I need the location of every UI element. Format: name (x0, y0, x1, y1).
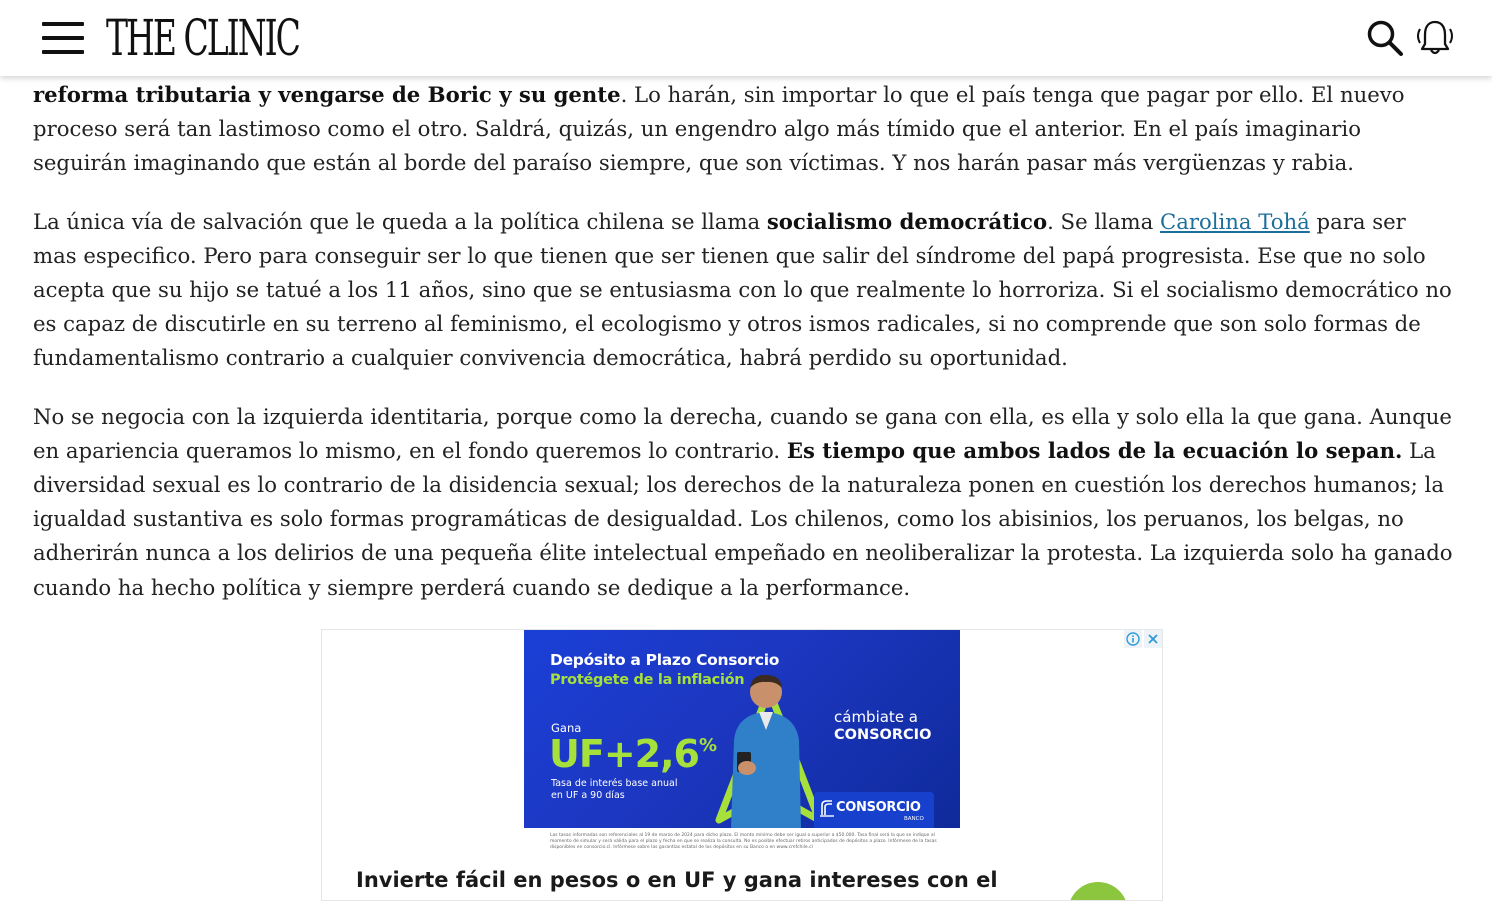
paragraph-text: . Se llama (1047, 208, 1160, 234)
close-icon[interactable] (1144, 630, 1162, 648)
menu-bar-bottom (42, 50, 84, 54)
bell-icon[interactable] (1414, 17, 1456, 59)
advertisement (321, 629, 1163, 901)
article-paragraph (33, 78, 1453, 181)
menu-bar-top (42, 22, 84, 26)
ad-brand-logo (814, 792, 934, 828)
ad-brand-sub: BANCO (904, 816, 924, 822)
ad-banner[interactable] (524, 630, 960, 828)
ad-controls (1124, 630, 1162, 648)
paragraph-text: . Lo harán, sin importar lo que el país tenga que pagar por ello. El nuevo proceso será tan lastimoso como el otro. Saldrá, quizás, un engendro algo más tímido que el anterior. En el país imaginario seguirán imaginando que están al borde del paraíso siempre, que son víctimas. Y nos harán pasar más vergüenzas y rabia. (33, 82, 1405, 176)
ad-brand-name: CONSORCIO (836, 800, 921, 815)
ad-rate-value: UF+2,6 (549, 732, 699, 776)
site-logo[interactable]: THE CLINIC (106, 9, 299, 67)
ad-rate-percent: % (698, 735, 717, 756)
ad-title: Depósito a Plazo Consorcio (550, 651, 780, 669)
carolina-toha-link[interactable]: Carolina Tohá (1159, 208, 1310, 234)
ad-cambiate-label: cámbiate a (834, 708, 919, 726)
ad-rate-description: Tasa de interés base anual en UF a 90 días (551, 778, 678, 801)
paragraph-text: La única vía de salvación que le queda a la política chilena se llama (33, 208, 767, 234)
consorcio-logo-icon (820, 799, 834, 817)
bold-text: socialismo democrático (766, 208, 1048, 234)
ad-subtitle: Protégete de la inflación (550, 672, 745, 688)
paragraph-text: para ser mas especifico. Pero para conseguir ser lo que tienen que ser tienen que salir del síndrome del papá progresista. Ese que no solo acepta que su hijo se tatué a los 11 años, sino que se entusiasma con lo que realmente lo horroriza. Si el socialismo democrático no es capaz de discutirle en su terreno al feminismo, el ecologismo y otros ismos radicales, si no comprende que son solo formas de fundamentalismo contrario a cualquier convivencia democrática, habrá perdido su oportunidad. (33, 208, 1452, 371)
ad-rate (549, 732, 716, 776)
article-body (33, 78, 1453, 629)
ad-consorcio-label: CONSORCIO (834, 727, 932, 743)
ad-fine-print: Las tasas informadas son referenciales al 19 de marzo de 2024 para dicho plazo. El monto mínimo debe ser igual o superior a $50.000. Tasa final será la que se indique al momento de simular y será válida para el plazo y fecha en que se realiza la consulta. No es posible efectuar retiros anticipados de depósitos a plazo. Infórmese de la tasas disponibles en consorcio.cl. Infórmese sobre las garantías estatal de los depósitos en su Banco o en www.cmfchile.cl (550, 833, 937, 850)
bold-text: reforma tributaria y vengarse de Boric y su gente (33, 82, 621, 107)
paragraph-text: No se negocia con la izquierda identitaria, porque como la derecha, cuando se gana con ella, es ella y solo ella la que gana. Aunque en apariencia queramos lo mismo, en el fondo queremos lo contrario. (33, 403, 1452, 463)
ad-gana-label: Gana (551, 721, 582, 735)
menu-bar-middle (42, 36, 84, 40)
person-photo (719, 670, 809, 828)
article-paragraph (33, 205, 1453, 376)
hamburger-menu-icon[interactable] (42, 20, 84, 56)
adchoices-info-icon[interactable] (1124, 630, 1142, 648)
article-paragraph (33, 400, 1453, 605)
site-header (0, 0, 1492, 76)
paragraph-text: La diversidad sexual es lo contrario de la disidencia sexual; los derechos de la naturaleza ponen en cuestión los derechos humanos; la igualdad sustantiva es solo formas programáticas de desigualdad. Los chilenos, como los abisinios, los peruanos, los belgas, no adherirán nunca a los delirios de una pequeña élite intelectual empeñado en neoliberalizar la protesta. La izquierda solo ha ganado cuando ha hecho política y siempre perderá cuando se dedique a la performance. (33, 437, 1453, 600)
ad-headline[interactable]: Invierte fácil en pesos o en UF y gana intereses con el (356, 868, 998, 892)
ad-cta-button[interactable] (1068, 882, 1128, 901)
search-icon[interactable] (1366, 19, 1404, 57)
bold-text: Es tiempo que ambos lados de la ecuación lo sepan. (786, 437, 1403, 463)
